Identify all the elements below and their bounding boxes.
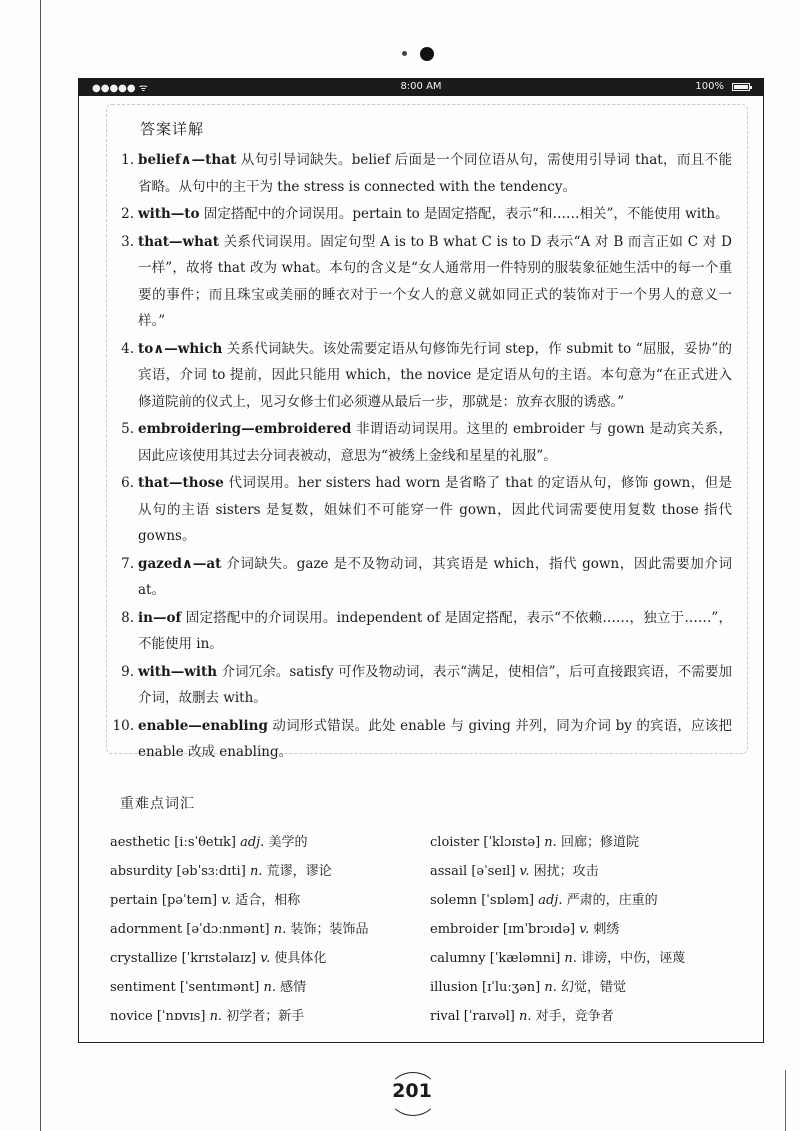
answer-correction: with—to: [138, 206, 200, 222]
answer-explanation: 介词缺失。gaze 是不及物动词，其宾语是 which，指代 gown，因此需要加介词 at。: [138, 555, 732, 598]
answer-explanation: 关系代词缺失。该处需要定语从句修饰先行词 step，作 submit to “屈服，妥协”的宾语，介词 to 提前，因此只能用 which，the novice 是定语从句的主语。本句意为“在正式进入修道院前的仪式上，见习女修士们必须遵从最后一步，那就是：放弃衣服的诱惑。”: [138, 340, 732, 410]
vocab-meaning: 严肃的，庄重的: [566, 893, 658, 908]
answer-correction: with—with: [138, 663, 218, 680]
vocab-pos: v.: [260, 951, 271, 966]
answer-correction: that—what: [138, 233, 219, 250]
answer-number: 10.: [112, 717, 134, 734]
answer-explanation: 固定搭配中的介词误用。independent of 是固定搭配，表示“不依赖……，独立于……”，不能使用 in。: [138, 609, 732, 652]
vocab-word: embroider: [430, 922, 499, 937]
section-title: 答案详解: [140, 120, 205, 138]
answer-correction: in—of: [138, 609, 182, 626]
vocab-meaning: 刺绣: [593, 922, 620, 937]
vocab-column-left: [110, 828, 430, 1031]
vocab-pos: n.: [249, 864, 263, 879]
answer-explanation: 代词误用。her sisters had worn 是省略了 that 的定语从句，修饰 gown，但是从句的主语 sisters 是复数，姐妹们不可能穿一件 gown，因此代词需要使用复数 those 指代 gowns。: [138, 475, 732, 544]
vocab-entry: [110, 915, 430, 944]
vocab-word: novice: [110, 1009, 153, 1024]
answer-item: [112, 659, 732, 712]
answer-item: [112, 229, 732, 335]
vocab-phonetic: [ˈsɒləm]: [481, 893, 535, 908]
vocab-word: cloister: [430, 835, 480, 850]
page-edge-line-right: [785, 1070, 786, 1131]
vocab-word: crystallize: [110, 951, 178, 966]
answer-correction: that—those: [138, 475, 224, 491]
vocab-meaning: 装饰；装饰品: [290, 922, 369, 937]
vocab-word: sentiment: [110, 980, 176, 995]
answer-explanation: 非谓语动词误用。这里的 embroider 与 gown 是动宾关系，因此应该使用其过去分词表被动，意思为“被绣上金线和星星的礼服”。: [138, 421, 732, 464]
vocab-word: illusion: [430, 980, 478, 995]
answer-number: 5.: [121, 421, 134, 437]
page-edge-line: [40, 0, 41, 1131]
answer-explanation: 固定搭配中的介词误用。pertain to 是固定搭配，表示“和……相关”，不能使用 with。: [199, 206, 729, 222]
answer-number: 2.: [121, 206, 134, 222]
vocab-entry: [110, 1002, 430, 1031]
answer-item: [112, 551, 732, 604]
answer-correction: enable—enabling: [138, 717, 268, 734]
vocab-word: aesthetic: [110, 835, 171, 850]
vocab-meaning: 适合，相称: [235, 893, 301, 908]
vocab-entry: [430, 944, 750, 973]
vocab-pos: v.: [519, 864, 530, 879]
vocab-pos: n.: [544, 835, 557, 850]
vocab-title: 重难点词汇: [120, 796, 195, 812]
vocab-phonetic: [ɪˈluːʒən]: [482, 980, 541, 995]
vocab-word: rival: [430, 1009, 460, 1024]
vocab-meaning: 感情: [280, 980, 307, 995]
vocab-pos: n.: [564, 951, 577, 966]
vocab-entry: [430, 915, 750, 944]
vocab-meaning: 困扰；攻击: [533, 864, 599, 879]
answer-item: [112, 201, 732, 228]
tablet-camera-icon: [420, 47, 434, 61]
answer-number: 4.: [121, 340, 134, 357]
vocab-phonetic: [əbˈsɜːdɪti]: [176, 864, 246, 879]
vocab-phonetic: [iːsˈθetɪk]: [174, 835, 236, 850]
vocab-word: adornment: [110, 922, 183, 937]
vocab-meaning: 荒谬，谬论: [266, 864, 332, 879]
vocab-phonetic: [ˈraɪvəl]: [463, 1009, 515, 1024]
vocab-meaning: 幻觉，错觉: [561, 980, 627, 995]
vocab-entry: [110, 857, 430, 886]
vocab-pos: adj.: [240, 835, 265, 850]
vocab-entry: [110, 886, 430, 915]
answer-explanation: 动词形式错误。此处 enable 与 giving 并列，同为介词 by 的宾语，应该把 enable 改成 enabling。: [138, 717, 732, 760]
vocab-column-right: [430, 828, 750, 1031]
signal-icon: ●●●●● ᯤ: [92, 83, 148, 94]
status-bar: [78, 78, 764, 96]
vocab-meaning: 对手，竞争者: [535, 1009, 614, 1024]
vocab-entry: [110, 828, 430, 857]
answer-number: 8.: [121, 609, 134, 626]
vocab-entry: [110, 944, 430, 973]
answer-correction: embroidering—embroidered: [138, 421, 352, 437]
vocab-pos: n.: [544, 980, 557, 995]
vocab-entry: [430, 857, 750, 886]
vocab-meaning: 初学者；新手: [226, 1009, 305, 1024]
vocab-meaning: 诽谤，中伤，诬蔑: [581, 951, 686, 966]
vocab-pos: n.: [209, 1009, 223, 1024]
vocab-word: assail: [430, 864, 468, 879]
answer-number: 6.: [121, 475, 134, 491]
battery-icon: [732, 83, 750, 91]
page-number: 201: [380, 1068, 444, 1118]
answer-number: 1.: [121, 152, 134, 168]
vocab-word: pertain: [110, 893, 158, 908]
vocab-entry: [430, 973, 750, 1002]
vocab-entry: [430, 886, 750, 915]
answer-number: 9.: [121, 663, 134, 680]
vocab-phonetic: [əˈseɪl]: [471, 864, 516, 879]
vocab-word: solemn: [430, 893, 478, 908]
vocab-pos: n.: [263, 980, 277, 995]
status-time: 8:00 AM: [400, 81, 442, 92]
vocab-meaning: 使具体化: [274, 951, 327, 966]
answer-item: [112, 416, 732, 469]
vocab-phonetic: [ˈnɒvɪs]: [156, 1009, 206, 1024]
vocab-word: absurdity: [110, 864, 173, 879]
answer-item: [112, 470, 732, 550]
vocab-phonetic: [ˈsentɪmənt]: [179, 980, 260, 995]
vocab-phonetic: [ˈkæləmni]: [489, 951, 561, 966]
answer-correction: belief∧—that: [138, 152, 237, 168]
answer-item: [112, 147, 732, 200]
vocab-phonetic: [ɪmˈbrɔɪdə]: [502, 922, 576, 937]
answer-item: [112, 605, 732, 658]
vocab-entry: [110, 973, 430, 1002]
answer-list: [112, 147, 732, 767]
vocab-phonetic: [əˈdɔːnmənt]: [186, 922, 270, 937]
vocab-pos: adj.: [538, 893, 563, 908]
tablet-sensor-icon: [402, 51, 407, 56]
vocab-entry: [430, 828, 750, 857]
answer-item: [112, 336, 732, 416]
vocab-phonetic: [ˈkrɪstəlaɪz]: [181, 951, 257, 966]
answer-explanation: 关系代词误用。固定句型 A is to B what C is to D 表示“A 对 B 而言正如 C 对 D 一样”，故将 that 改为 what。本句的含义是“女人通常用一件特别的服装象征她生活中的每一个重要的事件；而且珠宝或美丽的睡衣对于一个女人的意义就如同正式的装饰对于一个男人的意义一样。”: [138, 233, 732, 329]
answer-explanation: 从句引导词缺失。belief 后面是一个同位语从句，需使用引导词 that，而且不能省略。从句中的主干为 the stress is connected with the tendency。: [138, 152, 732, 195]
vocab-phonetic: [pəˈteɪn]: [161, 893, 218, 908]
vocab-pos: n.: [518, 1009, 532, 1024]
vocab-word: calumny: [430, 951, 486, 966]
vocab-pos: v.: [221, 893, 232, 908]
answer-number: 7.: [121, 555, 134, 572]
vocab-pos: n.: [273, 922, 287, 937]
vocab-entry: [430, 1002, 750, 1031]
answer-number: 3.: [121, 233, 134, 250]
vocab-pos: v.: [579, 922, 590, 937]
answer-explanation: 介词冗余。satisfy 可作及物动词，表示“满足，使相信”，后可直接跟宾语，不需要加介词，故删去 with。: [138, 663, 732, 706]
vocab-phonetic: [ˈklɔɪstə]: [483, 835, 541, 850]
answer-item: [112, 713, 732, 766]
answer-correction: gazed∧—at: [138, 555, 222, 572]
answer-correction: to∧—which: [138, 340, 223, 357]
vocab-meaning: 回廊；修道院: [560, 835, 639, 850]
vocab-meaning: 美学的: [268, 835, 308, 850]
battery-percent: 100%: [695, 81, 724, 92]
